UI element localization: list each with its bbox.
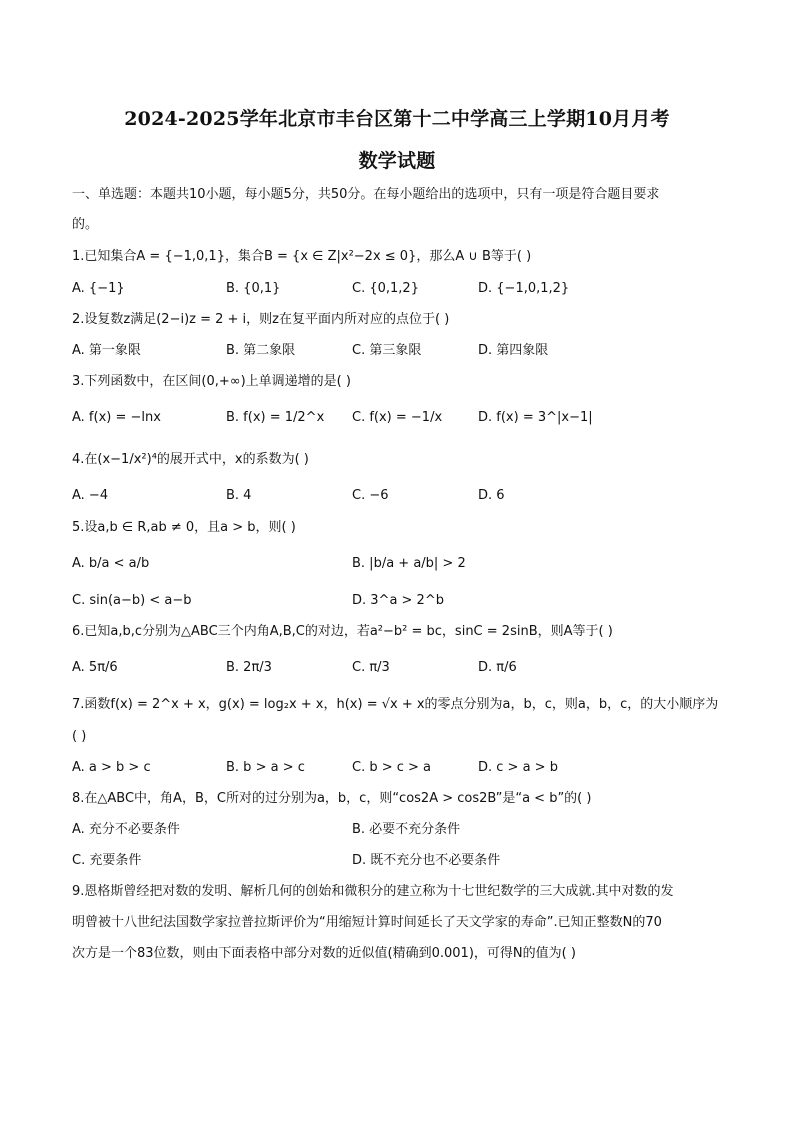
- q6-option-b: B. 2π/3: [226, 660, 272, 675]
- q6-stem: 6.已知a,b,c分别为△ABC三个内角A,B,C的对边，若a²−b² = bc，sinC = 2sinB，则A等于( ): [72, 624, 613, 639]
- q4-option-d: D. 6: [478, 488, 505, 503]
- q8-option-b: B. 必要不充分条件: [352, 822, 461, 837]
- q6-option-d: D. π/6: [478, 660, 517, 675]
- exam-title-line2: 数学试题: [358, 150, 436, 172]
- q1-option-c: C. {0,1,2}: [352, 281, 419, 296]
- q5-option-b: B. |b/a + a/b| > 2: [352, 556, 466, 571]
- q4-stem: 4.在(x−1/x²)⁴的展开式中，x的系数为( ): [72, 452, 309, 467]
- q7-stem-continuation: ( ): [72, 729, 87, 744]
- q9-stem-line1: 9.恩格斯曾经把对数的发明、解析几何的创始和微积分的建立称为十七世纪数学的三大成就.其中对数的发: [72, 884, 674, 899]
- q2-option-b: B. 第二象限: [226, 343, 296, 358]
- q1-stem: 1.已知集合A = {−1,0,1}，集合B = {x ∈ Z|x²−2x ≤ 0}，那么A ∪ B等于( ): [72, 249, 532, 264]
- q9-stem-line2: 明曾被十八世纪法国数学家拉普拉斯评价为“用缩短计算时间延长了天文学家的寿命”.已知正整数N的70: [72, 915, 662, 930]
- q9-stem-line3: 次方是一个83位数，则由下面表格中部分对数的近似值(精确到0.001)，可得N的值为( ): [72, 946, 576, 961]
- q6-option-a: A. 5π/6: [72, 660, 118, 675]
- q1-option-a: A. {−1}: [72, 281, 125, 296]
- q5-stem: 5.设a,b ∈ R,ab ≠ 0，且a > b，则( ): [72, 520, 296, 535]
- q3-option-c: C. f(x) = −1/x: [352, 410, 443, 425]
- q5-option-a: A. b/a < a/b: [72, 556, 150, 571]
- q8-stem: 8.在△ABC中，角A，B，C所对的过分别为a，b，c，则“cos2A > cos2B”是“a < b”的( ): [72, 791, 592, 806]
- section-instructions-line2: 的。: [72, 217, 99, 232]
- q8-option-a: A. 充分不必要条件: [72, 822, 180, 837]
- q7-option-d: D. c > a > b: [478, 760, 558, 775]
- q7-option-a: A. a > b > c: [72, 760, 151, 775]
- q5-option-d: D. 3^a > 2^b: [352, 593, 444, 608]
- q3-option-b: B. f(x) = 1/2^x: [226, 410, 325, 425]
- q7-stem: 7.函数f(x) = 2^x + x，g(x) = log₂x + x，h(x) = √x + x的零点分别为a，b，c，则a，b，c，的大小顺序为: [72, 697, 719, 712]
- q3-option-d: D. f(x) = 3^|x−1|: [478, 410, 593, 425]
- q1-option-d: D. {−1,0,1,2}: [478, 281, 570, 296]
- q4-option-b: B. 4: [226, 488, 252, 503]
- q4-option-c: C. −6: [352, 488, 389, 503]
- q4-option-a: A. −4: [72, 488, 109, 503]
- q2-option-c: C. 第三象限: [352, 343, 422, 358]
- q2-option-a: A. 第一象限: [72, 343, 141, 358]
- q8-option-d: D. 既不充分也不必要条件: [352, 853, 501, 868]
- q2-option-d: D. 第四象限: [478, 343, 549, 358]
- q8-option-c: C. 充要条件: [72, 853, 142, 868]
- q3-option-a: A. f(x) = −lnx: [72, 410, 161, 425]
- q3-stem: 3.下列函数中，在区间(0,+∞)上单调递增的是( ): [72, 374, 351, 389]
- q5-option-c: C. sin(a−b) < a−b: [72, 593, 192, 608]
- q7-option-b: B. b > a > c: [226, 760, 305, 775]
- section-instructions-line1: 一、单选题：本题共10小题，每小题5分，共50分。在每小题给出的选项中，只有一项是符合题目要求: [72, 187, 660, 202]
- exam-title-line1: 2024-2025学年北京市丰台区第十二中学高三上学期10月月考: [124, 108, 670, 130]
- q1-option-b: B. {0,1}: [226, 281, 281, 296]
- q7-option-c: C. b > c > a: [352, 760, 432, 775]
- q2-stem: 2.设复数z满足(2−i)z = 2 + i，则z在复平面内所对应的点位于( ): [72, 312, 450, 327]
- q6-option-c: C. π/3: [352, 660, 390, 675]
